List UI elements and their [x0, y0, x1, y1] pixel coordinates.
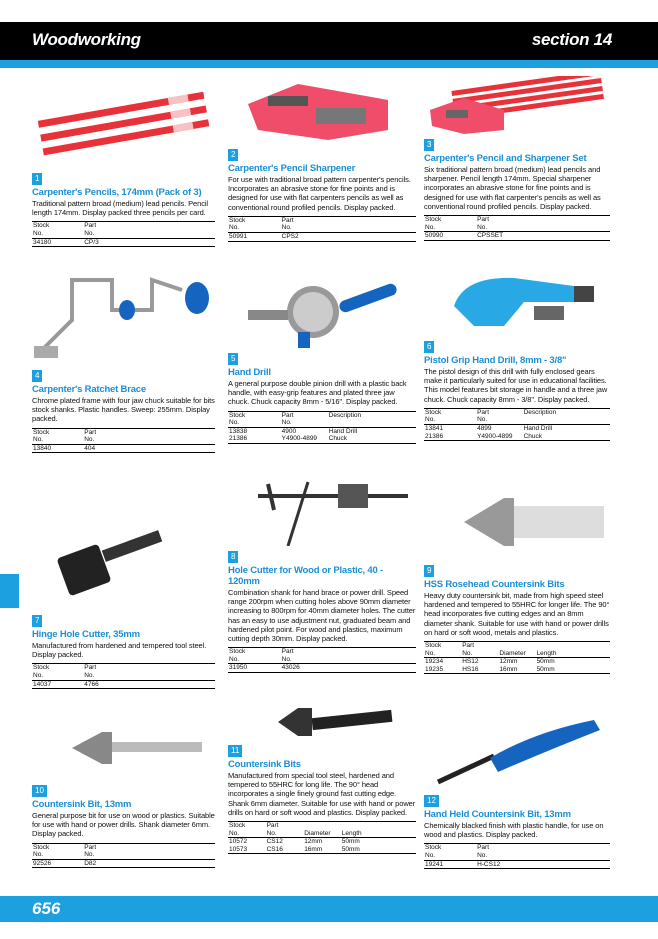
product-number: 8: [228, 551, 238, 563]
text: Stock: [425, 844, 442, 852]
pencil-set-image: [424, 76, 610, 134]
table-row: [228, 435, 416, 443]
table-cell: 10573: [228, 846, 266, 854]
table-cell: [32, 664, 83, 680]
table-cell: [303, 822, 341, 838]
product-title: HSS Rosehead Countersink Bits: [424, 579, 565, 590]
sharpener-image: [228, 74, 416, 144]
table-row: [228, 233, 416, 242]
text: Part: [281, 648, 294, 656]
stock-table: [32, 428, 215, 454]
hole-cutter-image: [228, 476, 416, 546]
text: Stock: [33, 664, 50, 672]
product-title: Carpenter's Pencil Sharpener: [228, 163, 356, 174]
product-description: The pistol design of this drill with fully enclosed gears make it particularly suited for use in educational facilities. This model features bit storage in handle and a three jaw chuck. Chuck capacity 8mm - 3/8". Display packed.: [424, 367, 608, 404]
pistol-drill-image: [424, 266, 610, 336]
text: [32, 428, 215, 444]
product-title: Hand Drill: [228, 367, 271, 378]
product-card: [424, 266, 610, 441]
table-row: [32, 680, 215, 689]
text: No.: [229, 224, 240, 232]
table-cell: [83, 664, 129, 680]
product-description: Chrome plated frame with four jaw chuck suitable for bits stock shanks. Plastic handles. Sweep: 255mm. Display packed.: [32, 396, 215, 424]
table-cell: [328, 233, 416, 242]
text: Stock: [229, 216, 246, 224]
footer-bar: [0, 896, 658, 922]
table-cell: [523, 844, 610, 860]
stock-table: [424, 641, 610, 674]
product-title: Countersink Bits: [228, 759, 301, 770]
text: [424, 425, 610, 441]
text: [424, 216, 610, 232]
text: Part: [281, 411, 294, 419]
table-row: [228, 664, 416, 673]
text: Diameter: [499, 649, 526, 657]
table-cell: 43026: [281, 664, 328, 673]
stock-table: [228, 647, 416, 673]
text: [424, 408, 610, 424]
table-cell: [461, 642, 498, 658]
text: Diameter: [304, 829, 331, 837]
text: [228, 648, 416, 664]
table-cell: CS16: [266, 846, 304, 854]
table-cell: [228, 648, 281, 664]
table-row: [32, 238, 215, 247]
text: [228, 411, 416, 427]
text: No.: [33, 851, 44, 859]
section-name: Woodworking: [32, 30, 141, 49]
table-cell: [228, 411, 281, 427]
side-tab: [0, 574, 19, 608]
product-description: Six traditional pattern broad (medium) lead pencils and sharpener. Pencil length 174mm. Special sharpener incorporates an abrasive stone for fine points and is designed for use with flat carpenter's pencils as well as conventional round profiled pencils. Display packed.: [424, 165, 601, 211]
text: No.: [477, 416, 488, 424]
table-cell: [424, 408, 476, 424]
table-row: [32, 444, 215, 453]
countersink-bit-image: [32, 708, 215, 780]
table-cell: [129, 222, 215, 238]
section-number: section 14: [531, 30, 612, 49]
text: No.: [84, 672, 95, 679]
product-title: Carpenter's Ratchet Brace: [32, 384, 146, 395]
text: No.: [33, 436, 44, 444]
text: [228, 822, 416, 838]
table-cell: [523, 408, 610, 424]
text: [32, 664, 215, 680]
table-cell: [129, 859, 215, 868]
table-cell: 50mm: [341, 838, 360, 846]
table-cell: Chuck: [328, 435, 416, 443]
text: No.: [462, 649, 473, 657]
product-number: 7: [32, 615, 42, 627]
table-cell: [228, 216, 281, 232]
table-row: [424, 666, 610, 674]
table-row: [228, 427, 416, 435]
text: Part: [477, 408, 489, 416]
table-cell: H-CS12: [476, 860, 523, 869]
text: [228, 822, 416, 838]
table-cell: 19241: [424, 860, 476, 869]
text: [424, 844, 610, 860]
text: [228, 216, 416, 232]
table-cell: HS16: [461, 666, 498, 674]
table-cell: [476, 844, 523, 860]
product-card: [32, 708, 215, 868]
product-card: [228, 74, 416, 242]
table-cell: [32, 428, 83, 444]
text: [228, 648, 416, 664]
table-cell: [129, 238, 215, 247]
table-cell: [266, 822, 304, 838]
table-row: [228, 838, 416, 846]
product-card: [424, 484, 610, 674]
table-cell: D82: [83, 859, 129, 868]
hinge-cutter-image: [32, 510, 215, 610]
text: Length: [536, 649, 557, 657]
table-cell: 16mm: [303, 846, 341, 854]
header-stripe: [0, 60, 658, 68]
table-cell: [129, 444, 215, 453]
product-card: [228, 700, 416, 854]
text: Length: [341, 829, 362, 837]
text: Stock: [33, 222, 50, 230]
table-cell: [523, 216, 610, 232]
text: [32, 843, 215, 859]
text: [228, 411, 416, 427]
text: Stock: [425, 408, 442, 416]
table-cell: [328, 648, 416, 664]
text: [32, 444, 215, 453]
text: [32, 680, 215, 689]
table-cell: 34180: [32, 238, 83, 247]
table-cell: 4899: [477, 425, 492, 432]
product-card: [424, 76, 610, 241]
product-title: Carpenter's Pencil and Sharpener Set: [424, 153, 587, 164]
stock-table: [32, 663, 215, 689]
table-cell: [83, 222, 129, 238]
table-cell: 4900: [281, 427, 297, 435]
table-cell: [476, 216, 523, 232]
text: No.: [281, 655, 292, 663]
table-cell: 19235: [424, 666, 461, 674]
table-cell: 50991: [228, 233, 281, 242]
table-cell: 12mm: [499, 658, 518, 666]
text: Part: [84, 222, 97, 230]
table-cell: [328, 664, 416, 673]
table-cell: 31950: [228, 664, 281, 673]
stock-table: [424, 843, 610, 869]
product-card: [32, 270, 215, 453]
hand-countersink-image: [424, 712, 610, 790]
table-row: [32, 859, 215, 868]
text: No.: [229, 829, 240, 837]
product-card: [32, 84, 215, 247]
table-cell: 10572: [229, 838, 248, 846]
text: [424, 408, 610, 424]
table-cell: [424, 642, 461, 658]
table-cell: 4766: [83, 680, 129, 689]
table-cell: [476, 408, 523, 424]
table-cell: [328, 216, 416, 232]
table-cell: [424, 844, 476, 860]
text: No.: [425, 649, 436, 657]
table-cell: 21386: [228, 435, 281, 443]
table-cell: [129, 664, 215, 680]
table-cell: [328, 411, 416, 427]
table-cell: HS12: [462, 658, 479, 666]
product-title: Hole Cutter for Wood or Plastic, 40 - 120mm: [228, 565, 384, 587]
table-cell: 50mm: [536, 666, 610, 674]
product-title: Carpenter's Pencils, 174mm (Pack of 3): [32, 187, 202, 198]
text: No.: [84, 230, 95, 237]
text: [424, 844, 610, 860]
table-row: [424, 658, 610, 666]
product-number: 6: [424, 341, 434, 353]
text: Stock: [425, 216, 442, 224]
product-card: [424, 712, 610, 869]
text: No.: [425, 416, 436, 424]
text: Stock: [425, 642, 442, 650]
stock-table: [228, 216, 416, 242]
table-cell: [281, 216, 328, 232]
table-cell: 19234: [425, 658, 444, 666]
table-cell: [523, 860, 610, 869]
stock-table: [32, 221, 215, 247]
stock-table: [32, 843, 215, 869]
text: Part: [462, 642, 475, 650]
text: [32, 222, 215, 238]
table-cell: [83, 428, 129, 444]
table-cell: CPSSET: [476, 232, 523, 241]
text: No.: [425, 852, 436, 859]
table-row: [424, 425, 610, 433]
text: [228, 664, 416, 673]
table-cell: [32, 843, 83, 859]
stock-table: [424, 408, 610, 441]
product-number: 5: [228, 353, 238, 365]
text: No.: [33, 672, 44, 679]
product-number: 3: [424, 139, 434, 151]
product-card: [32, 510, 215, 689]
text: [32, 428, 215, 444]
product-description: Traditional pattern broad (medium) lead pencils. Pencil length 174mm. Display packed three pencils per card.: [32, 199, 208, 218]
table-cell: [281, 648, 328, 664]
header-bar: [0, 22, 658, 60]
table-cell: [32, 222, 83, 238]
text: Part: [84, 843, 97, 851]
product-number: 4: [32, 370, 42, 382]
text: [424, 232, 610, 241]
table-cell: 21386: [424, 433, 476, 441]
table-cell: Chuck: [523, 433, 610, 441]
table-cell: Hand Drill: [328, 427, 358, 435]
text: No.: [477, 223, 488, 231]
table-row: [424, 232, 610, 241]
text: No.: [33, 230, 44, 237]
text: Stock: [229, 648, 246, 656]
product-description: Heavy duty countersink bit, made from high speed steel hardened and tempered to 55HRC for longer life. The 90° head incorporates five cutting edges and an 8mm diameter shank. Suitable for use with hand or power drills on hard or soft wood, metals and plastics.: [424, 591, 610, 637]
text: Stock: [33, 843, 50, 851]
product-description: Manufactured from hardened and tempered tool steel. Display packed.: [32, 641, 207, 660]
text: [424, 216, 610, 232]
table-cell: [523, 232, 610, 241]
text: [32, 222, 215, 238]
table-row: [424, 860, 610, 869]
text: [32, 238, 215, 247]
table-cell: 92526: [32, 859, 83, 868]
table-cell: 13838: [229, 427, 248, 435]
table-cell: [341, 822, 416, 838]
text: [424, 860, 610, 869]
product-description: For use with traditional broad pattern carpenter's pencils. Incorporates an abrasive stone for fine points and is designed for use with flat carpenters pencils as well as conventional round profiled pencils. Display packed.: [228, 175, 411, 212]
product-description: Combination shank for hand brace or power drill. Speed range 200rpm when cutting holes above 90mm diameter increasing to 800rpm for 40mm diameter holes. The cutter has an easy to use adjustment nut, graduated beam and hardened pilot point. For wood and plastics, maximum cutting depth 30mm. Display packed.: [228, 588, 416, 644]
table-cell: 50990: [424, 232, 476, 241]
text: [228, 838, 416, 854]
text: [424, 642, 610, 658]
text: No.: [425, 223, 436, 231]
table-cell: 404: [83, 444, 129, 453]
text: No.: [84, 436, 95, 444]
product-description: Chemically blacked finish with plastic handle, for use on wood and plastics. Display packed.: [424, 821, 604, 840]
page-number: 656: [32, 899, 61, 918]
hand-drill-image: [228, 272, 416, 348]
product-title: Countersink Bit, 13mm: [32, 799, 132, 810]
text: Part: [281, 216, 294, 224]
text: Part: [84, 664, 97, 672]
table-cell: CS12: [266, 838, 283, 846]
table-cell: [498, 642, 535, 658]
text: [228, 233, 416, 242]
table-cell: 14037: [32, 680, 83, 689]
text: [228, 427, 416, 443]
table-cell: [83, 843, 129, 859]
table-cell: 12mm: [304, 838, 323, 846]
table-cell: Y4900-4899: [476, 433, 523, 441]
text: Description: [328, 411, 362, 419]
text: [32, 843, 215, 859]
table-cell: [424, 216, 476, 232]
text: No.: [229, 419, 240, 427]
table-cell: [129, 843, 215, 859]
table-cell: 16mm: [498, 666, 535, 674]
table-cell: 13841: [425, 425, 444, 432]
product-title: Hinge Hole Cutter, 35mm: [32, 629, 140, 640]
text: No.: [281, 224, 292, 232]
countersink-bits-image: [228, 700, 416, 740]
stock-table: [228, 411, 416, 444]
text: [32, 664, 215, 680]
table-cell: [129, 428, 215, 444]
table-cell: [536, 642, 610, 658]
text: Stock: [229, 411, 246, 419]
product-card: [228, 476, 416, 673]
text: Stock: [33, 428, 50, 436]
product-number: 1: [32, 173, 42, 185]
table-cell: [228, 822, 266, 838]
table-row: [424, 433, 610, 441]
product-card: [228, 272, 416, 444]
product-description: General purpose bit for use on wood or plastics. Suitable for use with hand or power drills. Shank diameter 6mm. Display packed.: [32, 811, 215, 839]
rosehead-bit-image: [424, 484, 610, 560]
text: No.: [229, 655, 240, 663]
product-title: Hand Held Countersink Bit, 13mm: [424, 809, 571, 820]
text: No.: [281, 419, 292, 427]
table-cell: Hand Drill: [523, 425, 553, 432]
pencils-image: [32, 84, 215, 168]
table-cell: [281, 411, 328, 427]
product-number: 11: [228, 745, 242, 757]
text: Part: [266, 822, 279, 830]
ratchet-brace-image: [32, 270, 215, 365]
table-cell: Y4900-4899: [281, 435, 328, 443]
product-description: Manufactured from special tool steel, hardened and tempered to 55HRC for long life. The 90° head incorporates a single finely ground fast cutting edge. Shank 6mm diameter. Suitable for use with hand or power drills on hard or soft wood and plastics. Display packed.: [228, 771, 416, 817]
table-row: [228, 846, 416, 854]
table-cell: 50mm: [536, 658, 555, 666]
product-description: A general purpose double pinion drill with a plastic back handle, with easy-grip features and plated three jaw chuck. Chuck capacity 8mm - 5/16". Display packed.: [228, 379, 407, 407]
table-cell: [129, 680, 215, 689]
text: [32, 859, 215, 868]
stock-table: [228, 821, 416, 854]
text: Part: [477, 216, 489, 224]
text: Description: [523, 408, 557, 416]
table-cell: CPS2: [281, 233, 328, 242]
text: Stock: [229, 822, 246, 830]
text: No.: [84, 851, 95, 859]
text: No.: [266, 829, 277, 837]
stock-table: [424, 215, 610, 241]
table-cell: 50mm: [341, 846, 416, 854]
product-number: 12: [424, 795, 439, 807]
text: No.: [477, 852, 488, 859]
text: Part: [84, 428, 97, 436]
table-cell: CP/3: [83, 238, 129, 247]
table-cell: 13840: [32, 444, 83, 453]
product-number: 9: [424, 565, 434, 577]
product-number: 2: [228, 149, 238, 161]
product-number: 10: [32, 785, 47, 797]
text: [424, 658, 610, 674]
text: [424, 642, 610, 658]
text: [228, 216, 416, 232]
product-title: Pistol Grip Hand Drill, 8mm - 3/8": [424, 355, 567, 366]
text: Part: [477, 844, 489, 852]
